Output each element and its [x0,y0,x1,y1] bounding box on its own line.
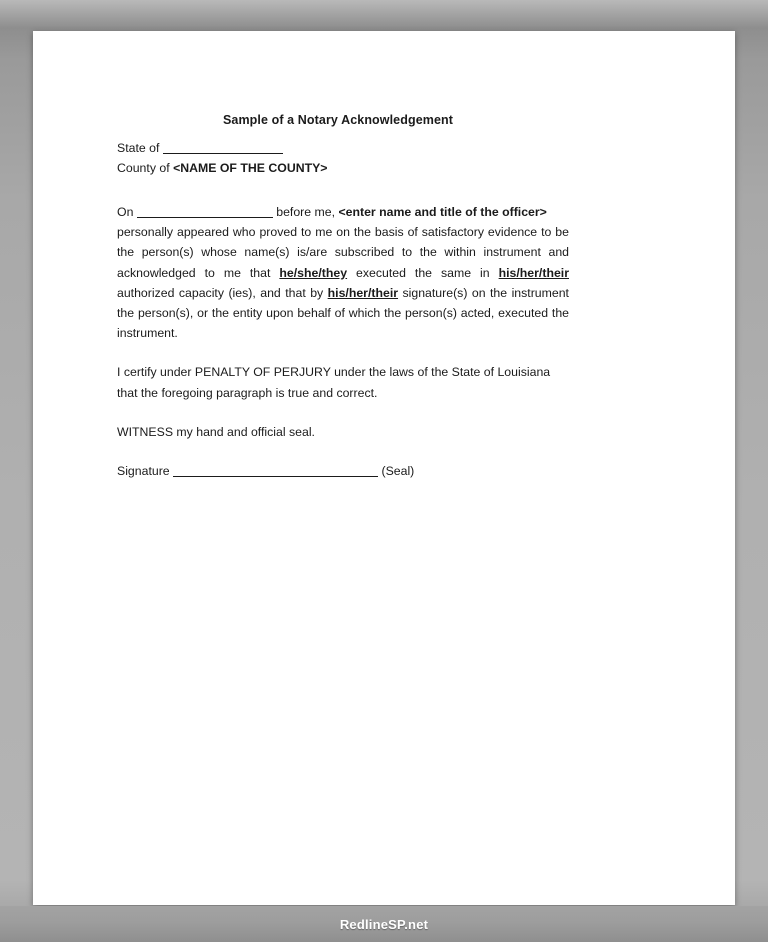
before-me-label: before me, [272,205,339,219]
officer-value[interactable]: <enter name and title of the officer> [338,205,547,219]
certify-paragraph: I certify under PENALTY OF PERJURY under the laws of the State of Louisiana that the foregoing paragraph is true and correct. [117,365,551,400]
spacer [117,178,569,202]
date-blank-field[interactable] [137,217,273,218]
county-value[interactable]: <NAME OF THE COUNTY> [173,161,328,175]
pronoun-his-her-their-2: his/her/their [327,285,399,300]
on-before-me-line [117,202,569,222]
body-part-2: executed the same in [347,265,499,280]
body-part-1: personally appeared who proved to me on the basis of satisfactory evidence to be the person(s) whose name(s) is/are subscribed to the within instrument and acknowledged to me that [117,225,569,280]
page-title: Sample of a Notary Acknowledgement [222,113,454,127]
footer-watermark-band [0,906,768,942]
seal-label: (Seal) [378,464,415,479]
spacer [117,403,569,422]
pronoun-he-she-they: he/she/they [279,265,348,280]
body-part-3: authorized capacity (ies), and that by [117,285,328,300]
state-label: State of [117,141,163,155]
spacer [117,343,569,362]
signature-blank-field[interactable] [173,476,378,477]
spacer [117,442,569,461]
county-line [117,158,569,178]
acknowledgement-paragraph [117,222,569,343]
state-blank-field[interactable] [163,153,283,154]
on-label: On [117,205,137,219]
document-content [117,113,569,481]
signature-label: Signature [117,464,174,479]
body-part-4: signature(s) on the instrument the person(s), or the entity upon behalf of which the person(s) acted, executed the instrument. [117,285,569,341]
footer-watermark-text: RedlineSP.net [339,916,429,932]
pronoun-his-her-their-1: his/her/their [498,265,569,280]
county-label: County of [117,161,174,175]
signature-line [117,461,569,481]
document-page [33,31,735,905]
state-line [117,138,569,158]
witness-line: WITNESS my hand and official seal. [117,424,315,439]
